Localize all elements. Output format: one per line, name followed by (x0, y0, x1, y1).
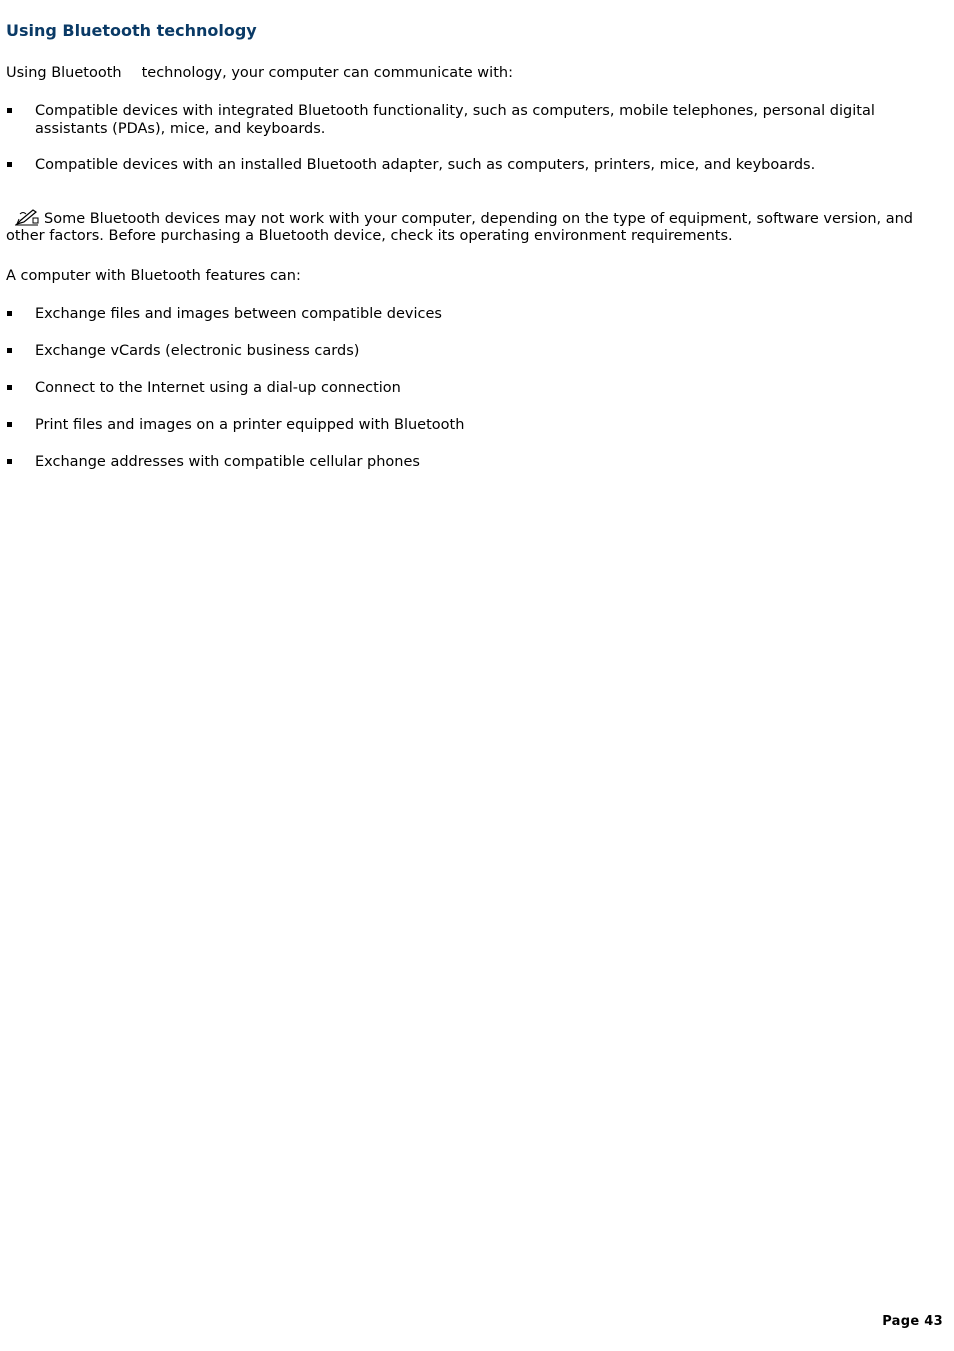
list-item (0, 379, 940, 397)
list-item (0, 416, 940, 434)
square-bullet-icon (7, 311, 12, 316)
intro-text-after: technology, your computer can communicate with: (141, 65, 513, 81)
page-title: Using Bluetooth technology (6, 21, 257, 40)
square-bullet-icon (7, 459, 12, 464)
square-bullet-icon (7, 348, 12, 353)
note-pencil-icon (14, 208, 40, 226)
square-bullet-icon (7, 108, 12, 113)
square-bullet-icon (7, 422, 12, 427)
list-item-text: Compatible devices with an installed Bluetooth adapter, such as computers, printers, mice, and keyboards. (35, 157, 816, 173)
features-intro: A computer with Bluetooth features can: (6, 268, 301, 284)
intro-paragraph (6, 64, 513, 82)
note-paragraph (6, 208, 936, 245)
list-item (0, 102, 940, 138)
list-item (0, 342, 940, 360)
list-item-text: Compatible devices with integrated Bluetooth functionality, such as computers, mobile telephones, personal digital assistants (PDAs), mice, and keyboards. (35, 103, 875, 137)
list-item-text: Exchange addresses with compatible cellular phones (35, 454, 420, 470)
intro-text-before: Using Bluetooth (6, 65, 122, 81)
list-item (0, 305, 940, 323)
list-item (0, 453, 940, 471)
list-item (0, 156, 940, 174)
communicate-list (0, 102, 940, 192)
list-item-text: Connect to the Internet using a dial-up connection (35, 380, 401, 396)
features-list (0, 305, 940, 490)
list-item-text: Exchange files and images between compatible devices (35, 306, 442, 322)
square-bullet-icon (7, 162, 12, 167)
list-item-text: Exchange vCards (electronic business cards) (35, 343, 360, 359)
square-bullet-icon (7, 385, 12, 390)
page-number: Page 43 (882, 1314, 943, 1329)
list-item-text: Print files and images on a printer equipped with Bluetooth (35, 417, 465, 433)
note-text: Some Bluetooth devices may not work with your computer, depending on the type of equipment, software version, and other factors. Before purchasing a Bluetooth device, check its operating environment requirements. (6, 211, 914, 244)
